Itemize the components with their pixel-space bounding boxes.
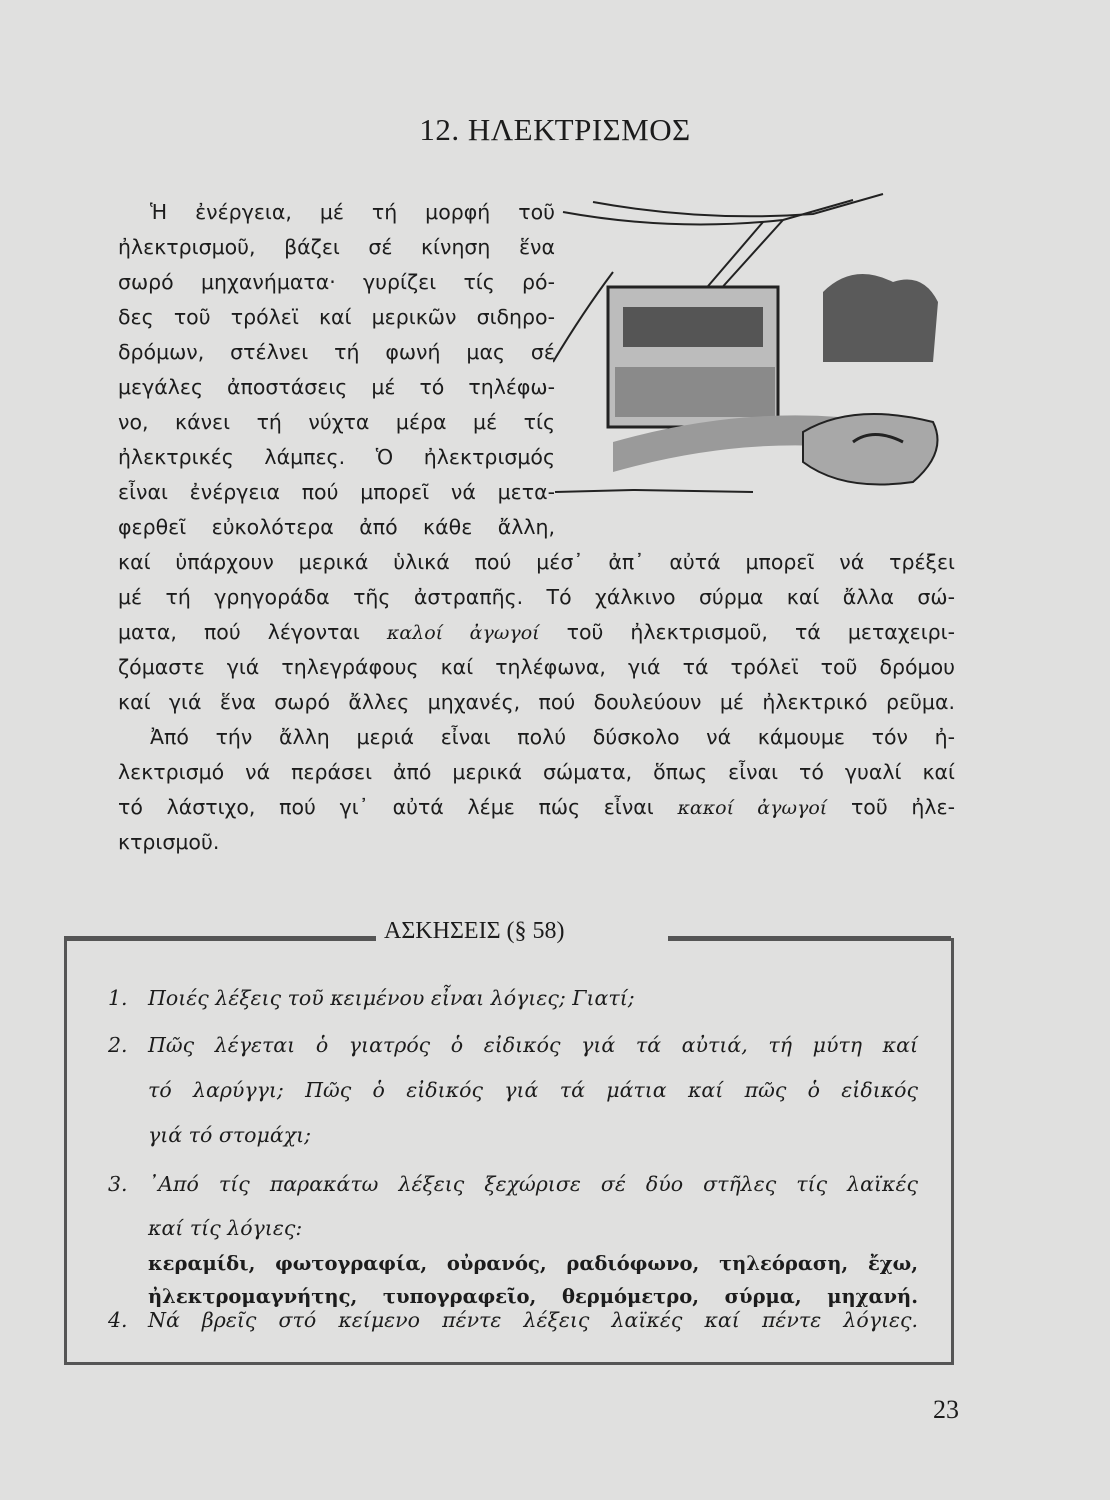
text-line: μεγάλες ἀποστάσεις μέ τό τηλέφω- [118, 375, 555, 399]
text-line [118, 792, 955, 823]
exercise-line: ᾽Από τίς παρακάτω λέξεις ξεχώρισε σέ δύο στῆλες τίς λαϊκές [148, 1172, 918, 1196]
exercise-word-list: ἠλεκτρομαγνήτης, τυπογραφεῖο, θερμόμετρο, σύρμα, μηχανή. [148, 1285, 918, 1308]
text-line: σωρό μηχανήματα· γυρίζει τίς ρό- [118, 270, 555, 294]
text-line: Ἀπό τήν ἄλλη μεριά εἶναι πολύ δύσκολο νά κάμουμε τόν ἠ- [150, 725, 955, 749]
exercise-line: Νά βρεῖς στό κείμενο πέντε λέξεις λαϊκές καί πέντε λόγιες. [148, 1308, 918, 1332]
italic-term: κακοί ἀγωγοί [677, 797, 828, 819]
text-line: εἶναι ἐνέργεια πού μπορεῖ νά μετα- [118, 480, 555, 504]
text-line: δρόμων, στέλνει τή φωνή μας σέ [118, 340, 555, 364]
italic-term: καλοί ἀγωγοί [386, 622, 540, 644]
exercise-word-list: κεραμίδι, φωτογραφία, οὐρανός, ραδιόφωνο, τηλεόραση, ἔχω, [148, 1252, 918, 1275]
text-segment: τοῦ ἠλε- [827, 795, 955, 819]
text-line: Ἡ ἐνέργεια, μέ τή μορφή τοῦ [150, 200, 555, 224]
text-line: κτρισμοῦ. [118, 830, 220, 854]
text-segment: τό λάστιχο, πού γι᾽ αὐτά λέμε πώς εἶναι [118, 795, 678, 819]
exercise-line: Πῶς λέγεται ὁ γιατρός ὁ εἰδικός γιά τά αὐτιά, τή μύτη καί [148, 1033, 918, 1057]
exercise-number: 3. [108, 1172, 128, 1196]
text-line [118, 617, 955, 648]
text-line: καί γιά ἕνα σωρό ἄλλες μηχανές, πού δουλεύουν μέ ἠλεκτρικό ρεῦμα. [118, 690, 955, 714]
text-line: μέ τή γρηγοράδα τῆς ἀστραπῆς. Τό χάλκινο σύρμα καί ἄλλα σώ- [118, 585, 955, 609]
exercise-line: τό λαρύγγι; Πῶς ὁ εἰδικός γιά τά μάτια καί πῶς ὁ εἰδικός [148, 1078, 918, 1102]
exercises-title: ΑΣΚΗΣΕΙΣ (§ 58) [384, 918, 565, 944]
exercise-number: 1. [108, 986, 128, 1010]
text-line: καί ὑπάρχουν μερικά ὑλικά πού μέσ᾽ ἀπ᾽ αὐτά μπορεῖ νά τρέξει [118, 550, 955, 574]
exercise-line: Ποιές λέξεις τοῦ κειμένου εἶναι λόγιες; Γιατί; [148, 986, 635, 1010]
trolley-illustration [553, 192, 958, 504]
exercise-line: καί τίς λόγιες: [148, 1216, 303, 1240]
exercise-line: γιά τό στομάχι; [148, 1123, 312, 1147]
exercise-number: 4. [108, 1308, 128, 1332]
text-line: ζόμαστε γιά τηλεγράφους καί τηλέφωνα, γιά τά τρόλεϊ τοῦ δρόμου [118, 655, 955, 679]
text-line: νο, κάνει τή νύχτα μέρα μέ τίς [118, 410, 555, 434]
text-line: δες τοῦ τρόλεϊ καί μερικῶν σιδηρο- [118, 305, 555, 329]
exercise-number: 2. [108, 1033, 128, 1057]
text-segment: ματα, πού λέγονται [118, 620, 387, 644]
text-line: λεκτρισμό νά περάσει ἀπό μερικά σώματα, ὅπως εἶναι τό γυαλί καί [118, 760, 955, 784]
text-line: ἠλεκτρισμοῦ, βάζει σέ κίνηση ἕνα [118, 235, 555, 259]
text-segment: τοῦ ἠλεκτρισμοῦ, τά μεταχειρι- [539, 620, 956, 644]
text-line: φερθεῖ εὐκολότερα ἀπό κάθε ἄλλη, [118, 515, 555, 539]
chapter-title: 12. ΗΛΕΚΤΡΙΣΜΟΣ [419, 112, 691, 147]
page-number: 23 [933, 1395, 959, 1424]
text-line: ἠλεκτρικές λάμπες. Ὁ ἠλεκτρισμός [118, 445, 555, 469]
